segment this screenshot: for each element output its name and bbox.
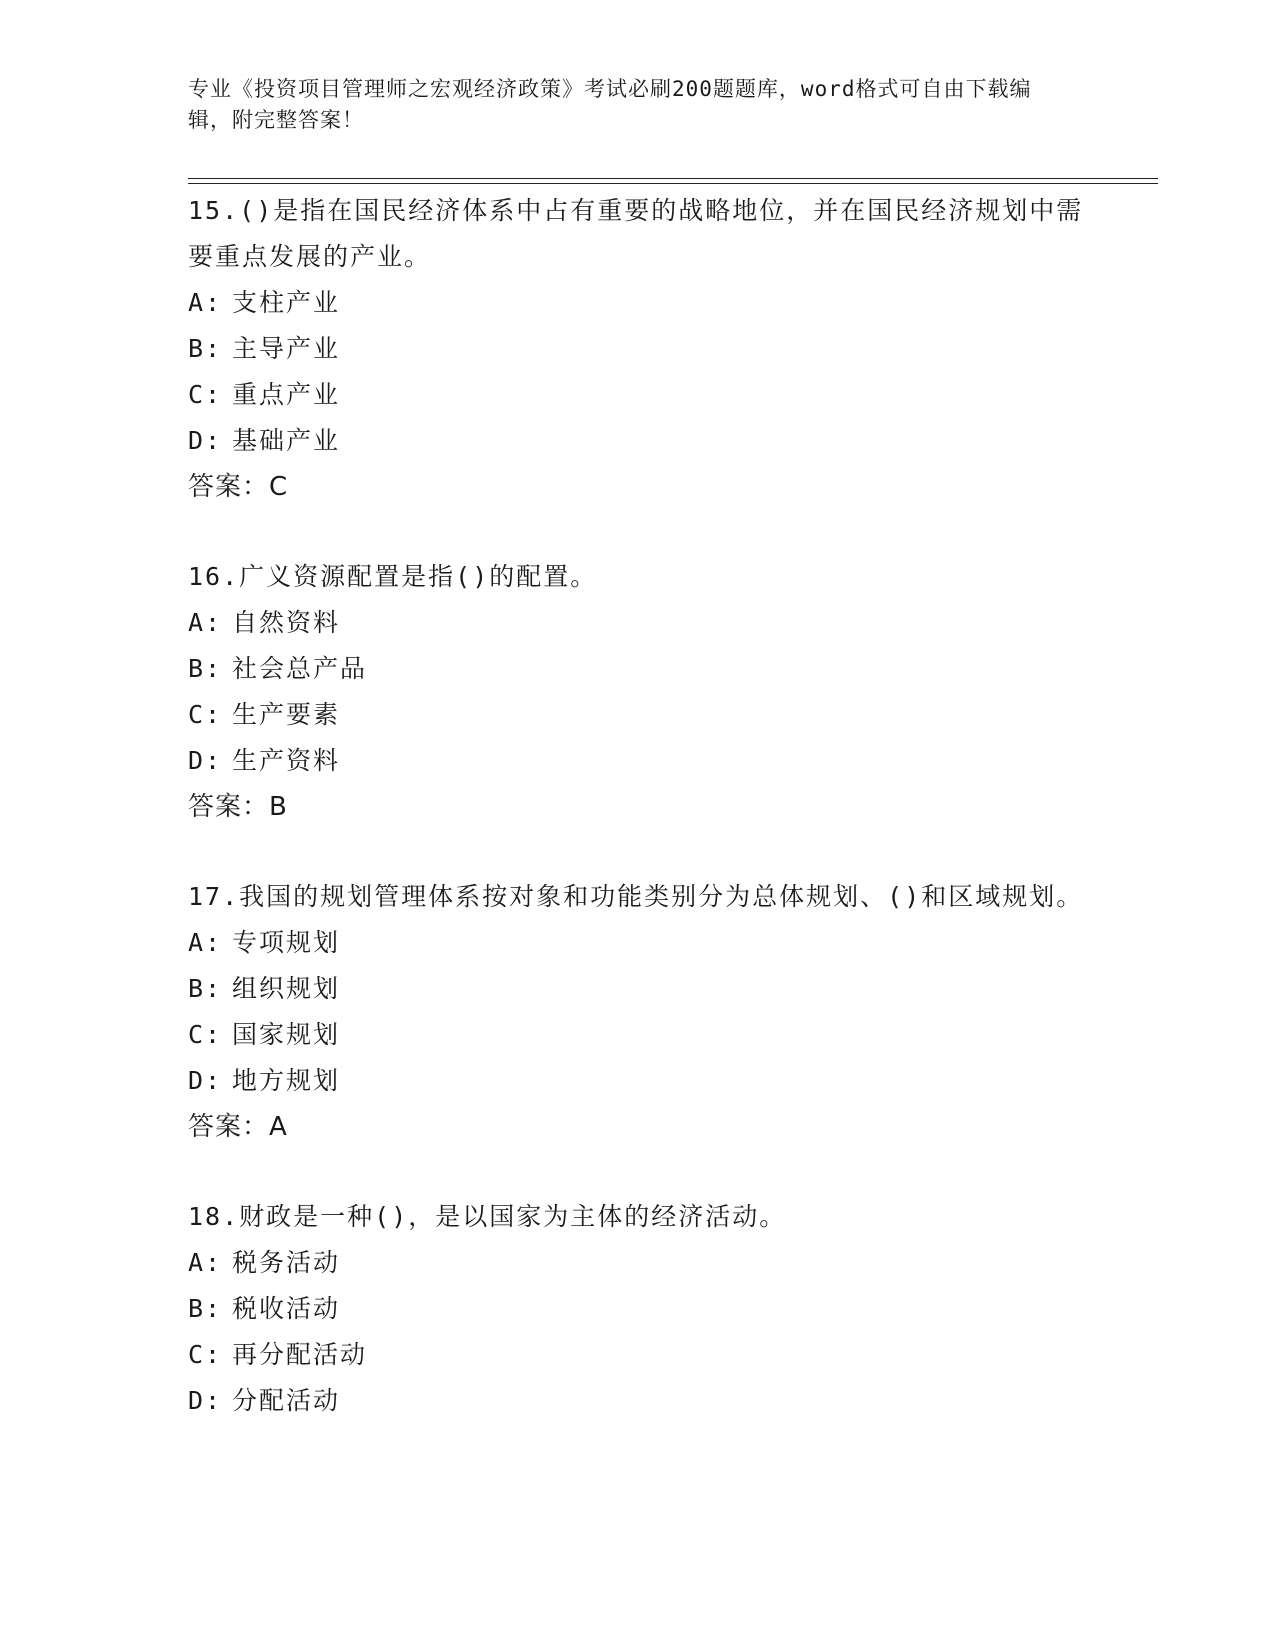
option-a bbox=[188, 600, 1088, 646]
option-letter: A: bbox=[188, 928, 223, 957]
option-letter: B: bbox=[188, 654, 223, 683]
option-c bbox=[188, 692, 1088, 738]
option-letter: D: bbox=[188, 1066, 223, 1095]
option-text: 主导产业 bbox=[232, 334, 341, 363]
option-letter: A: bbox=[188, 608, 223, 637]
option-letter: C: bbox=[188, 1020, 223, 1049]
option-letter: D: bbox=[188, 746, 223, 775]
question-stem: 18.财政是一种()，是以国家为主体的经济活动。 bbox=[188, 1202, 787, 1231]
option-b bbox=[188, 1286, 1088, 1332]
question-17 bbox=[188, 874, 1088, 1150]
option-text: 税务活动 bbox=[232, 1248, 341, 1277]
option-letter: D: bbox=[188, 1386, 223, 1415]
option-a bbox=[188, 1240, 1088, 1286]
option-text: 地方规划 bbox=[232, 1066, 341, 1095]
option-text: 支柱产业 bbox=[232, 288, 341, 317]
option-text: 专项规划 bbox=[232, 928, 341, 957]
option-c bbox=[188, 1332, 1088, 1378]
option-b bbox=[188, 966, 1088, 1012]
option-letter: D: bbox=[188, 426, 223, 455]
option-d bbox=[188, 1058, 1088, 1104]
option-letter: A: bbox=[188, 288, 223, 317]
option-text: 重点产业 bbox=[232, 380, 341, 409]
question-16 bbox=[188, 554, 1088, 830]
option-text: 基础产业 bbox=[232, 426, 341, 455]
option-c bbox=[188, 372, 1088, 418]
option-text: 税收活动 bbox=[232, 1294, 341, 1323]
option-text: 组织规划 bbox=[232, 974, 341, 1003]
question-list bbox=[188, 188, 1088, 1468]
option-letter: C: bbox=[188, 1340, 223, 1369]
option-d bbox=[188, 1378, 1088, 1424]
option-letter: B: bbox=[188, 974, 223, 1003]
question-stem: 16.广义资源配置是指()的配置。 bbox=[188, 562, 598, 591]
document-header: 专业《投资项目管理师之宏观经济政策》考试必刷200题题库，word格式可自由下载编辑，附完整答案！ bbox=[188, 77, 1032, 132]
option-b bbox=[188, 326, 1088, 372]
option-c bbox=[188, 1012, 1088, 1058]
option-text: 分配活动 bbox=[232, 1386, 341, 1415]
option-text: 社会总产品 bbox=[232, 654, 368, 683]
option-letter: C: bbox=[188, 380, 223, 409]
question-15 bbox=[188, 188, 1088, 510]
answer-line: 答案：C bbox=[188, 472, 289, 502]
answer-line: 答案：A bbox=[188, 1112, 288, 1142]
option-b bbox=[188, 646, 1088, 692]
option-d bbox=[188, 738, 1088, 784]
option-a bbox=[188, 920, 1088, 966]
option-letter: B: bbox=[188, 334, 223, 363]
option-letter: C: bbox=[188, 700, 223, 729]
option-a bbox=[188, 280, 1088, 326]
question-stem: 17.我国的规划管理体系按对象和功能类别分为总体规划、()和区域规划。 bbox=[188, 882, 1084, 911]
option-text: 生产资料 bbox=[232, 746, 341, 775]
question-18 bbox=[188, 1194, 1088, 1424]
option-text: 再分配活动 bbox=[232, 1340, 368, 1369]
option-text: 自然资料 bbox=[232, 608, 341, 637]
question-stem: 15.()是指在国民经济体系中占有重要的战略地位，并在国民经济规划中需要重点发展的产业。 bbox=[188, 196, 1084, 271]
option-text: 生产要素 bbox=[232, 700, 341, 729]
option-letter: B: bbox=[188, 1294, 223, 1323]
option-d bbox=[188, 418, 1088, 464]
answer-line: 答案：B bbox=[188, 792, 288, 822]
option-text: 国家规划 bbox=[232, 1020, 341, 1049]
header-divider bbox=[188, 178, 1158, 184]
option-letter: A: bbox=[188, 1248, 223, 1277]
